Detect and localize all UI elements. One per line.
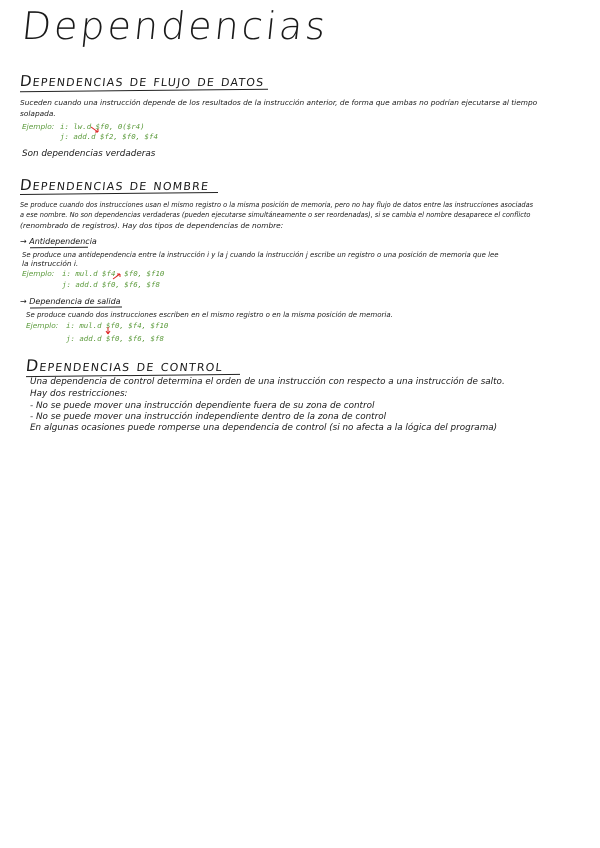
section-heading-control: Dependencias de control	[25, 356, 225, 375]
control-text-line4: - No se puede mover una instrucción independiente dentro de la zona de control	[30, 412, 387, 422]
dependency-arrow-icon	[90, 126, 100, 134]
flujo-example-label: Ejemplo:	[22, 122, 55, 131]
control-text-line2: Hay dos restricciones:	[30, 389, 128, 399]
flujo-text-line2: solapada.	[20, 109, 56, 118]
salida-text-line1: Se produce cuando dos instrucciones escriben en el mismo registro o en la misma posición de memoria.	[26, 311, 393, 319]
subheading-underline	[30, 247, 88, 249]
dependency-arrow-icon	[104, 326, 112, 335]
flujo-text-line1: Suceden cuando una instrucción depende de los resultados de la instrucción anterior, de forma que ambas no podrían ejecutarse al tiempo	[20, 98, 538, 107]
control-text-line5: En algunas ocasiones puede romperse una dependencia de control (si no afecta a la lógica del programa)	[30, 423, 498, 433]
nombre-text-line1: Se produce cuando dos instrucciones usan el mismo registro o la misma posición de memoria, pero no hay flujo de datos entre las instrucciones asociadas	[20, 201, 534, 209]
nombre-text-line3: (renombrado de registros). Hay dos tipos de dependencias de nombre:	[20, 221, 284, 230]
flujo-example-line2: j: add.d $f2, $f0, $f4	[60, 132, 158, 141]
anti-example-line1: i: mul.d $f4, $f0, $f10	[62, 269, 165, 278]
page-title: Dependencias	[19, 4, 331, 48]
salida-example-label: Ejemplo:	[26, 321, 59, 330]
salida-example-line1: i: mul.d $f0, $f4, $f10	[66, 321, 169, 330]
antidependencia-heading: → Antidependencia	[20, 237, 97, 246]
control-text-line3: - No se puede mover una instrucción dependiente fuera de su zona de control	[30, 401, 375, 411]
nombre-text-line2: a ese nombre. No son dependencias verdaderas (pueden ejecutarse simultáneamente o ser reordenadas), si se cambia el nombre desaparece el conflicto	[20, 211, 531, 219]
control-text-line1: Una dependencia de control determina el orden de una instrucción con respecto a una instrucción de salto.	[30, 377, 505, 387]
anti-example-line2: j: add.d $f0, $f6, $f8	[62, 280, 160, 289]
section-heading-nombre: Dependencias de nombre	[19, 176, 211, 194]
anti-example-label: Ejemplo:	[22, 269, 55, 278]
salida-heading: → Dependencia de salida	[20, 297, 121, 306]
flujo-example-line1: i: lw.d $f0, 0($r4)	[60, 122, 145, 131]
flujo-note: Son dependencias verdaderas	[22, 149, 156, 159]
section-heading-flujo: Dependencias de flujo de datos	[19, 72, 266, 90]
salida-example-line2: j: add.d $f0, $f6, $f8	[66, 334, 164, 343]
anti-text-line1: Se produce una antidependencia entre la instrucción i y la j cuando la instrucción j escribe un registro o una posición de memoria que lee	[22, 251, 499, 259]
anti-text-line2: la instrucción i.	[22, 259, 79, 268]
dependency-arrow-icon	[112, 273, 122, 281]
subheading-underline	[30, 307, 122, 309]
